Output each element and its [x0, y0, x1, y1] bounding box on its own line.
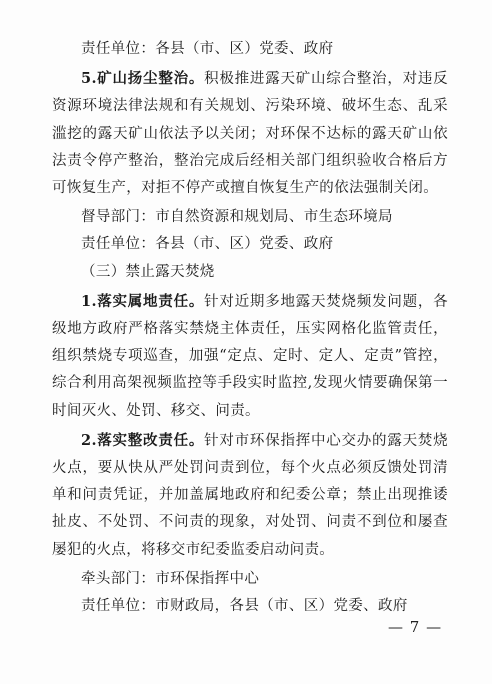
responsibility-line: 责任单位：市财政局，各县（市、区）党委、政府	[81, 598, 408, 615]
lead-department-line: 牵头部门：市环保指挥中心	[81, 570, 260, 587]
item-paragraph	[52, 427, 448, 564]
page-number: — 7 —	[388, 618, 443, 636]
responsibility-line: 责任单位：各县（市、区）党委、政府	[81, 236, 334, 253]
item-paragraph	[52, 288, 448, 425]
responsibility-line: 责任单位：各县（市、区）党委、政府	[81, 41, 334, 57]
section-heading: （三）禁止露天焚烧	[81, 263, 215, 280]
item-text: 积极推进露天矿山综合整治，对违反资源环境法律法规和有关规划、污染环境、破坏生态、乱采滥挖的露天矿山依法予以关闭；对环保不达标的露天矿山依法责令停产整治，整治完成后经相关部门组织验收合格后方可恢复生产，对拒不停产或擅自恢复生产的依法强制关闭。	[52, 71, 448, 197]
item-title: 1.落实属地责任。	[81, 292, 205, 310]
item-text: 针对市环保指挥中心交办的露天焚烧火点，要从快从严处罚问责到位，每个火点必须反馈处罚清单和问责凭证，并加盖属地政府和纪委公章；禁止出现推诿扯皮、不处罚、不问责的现象，对处罚、问责不到位和屡查屡犯的火点，将移交市纪委监委启动问责。	[52, 432, 448, 558]
item-text: 针对近期多地露天焚烧频发问题，各级地方政府严格落实禁烧主体责任，压实网格化监管责任，组织禁烧专项巡查，加强“定点、定时、定人、定责”管控，综合利用高架视频监控等手段实时监控,发现火情要确保第一时间灭火、处罚、移交、问责。	[52, 293, 448, 419]
item-title: 5.矿山扬尘整治。	[81, 70, 205, 88]
supervision-line: 督导部门：市自然资源和规划局、市生态环境局	[81, 209, 393, 226]
item-title: 2.落实整改责任。	[81, 431, 205, 449]
item-paragraph	[52, 65, 448, 202]
document-body	[52, 36, 448, 620]
